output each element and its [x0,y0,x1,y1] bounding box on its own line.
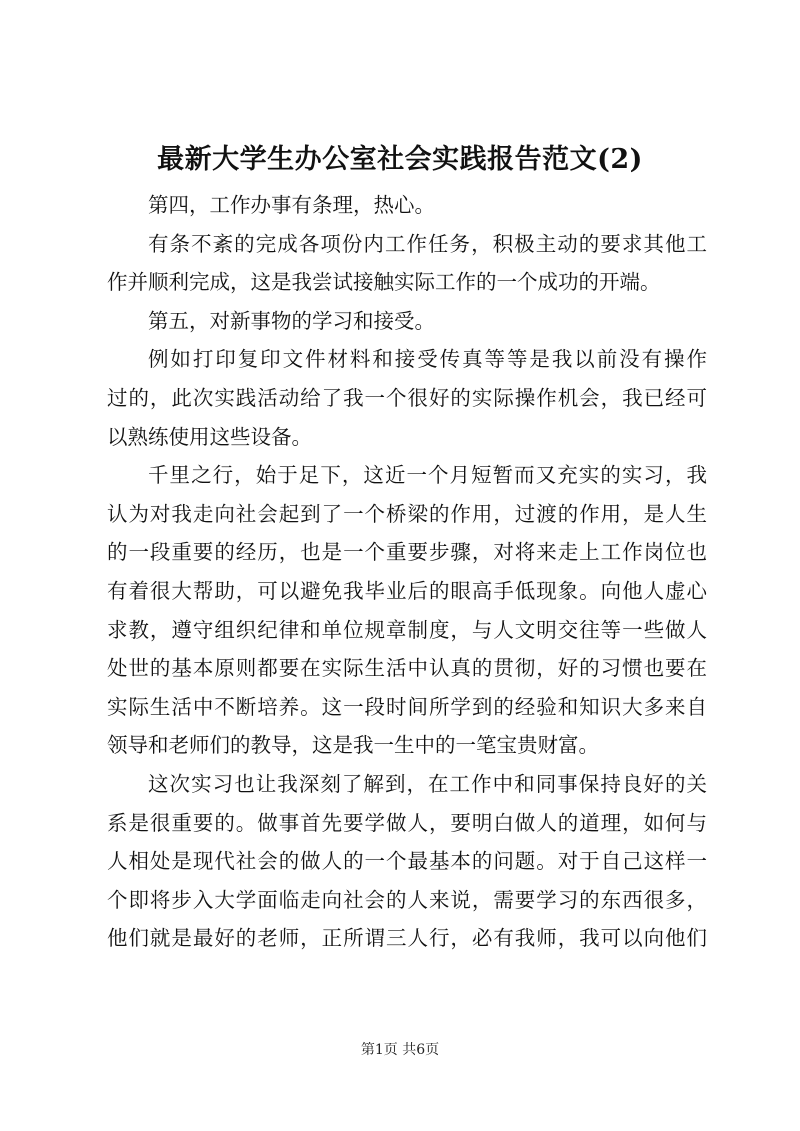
page-title: 最新大学生办公室社会实践报告范文(2) [157,144,643,175]
text-line: 第四，工作办事有条理，热心。 [148,193,435,217]
text-line: 千里之行，始于足下，这近一个月短暂而又充实的实习，我 [148,463,707,488]
text-line: 以熟练使用这些设备。 [107,424,312,449]
body-text [107,186,707,958]
text-line: 认为对我走向社会起到了一个桥梁的作用，过渡的作用，是人生 [107,501,707,526]
text-line: 例如打印复印文件材料和接受传真等等是我以前没有操作 [148,347,707,372]
text-line: 他们就是最好的老师，正所谓三人行，必有我师，我可以向他们 [107,926,707,951]
text-line: 系是很重要的。做事首先要学做人，要明白做人的道理，如何与 [107,810,707,835]
text-line: 人相处是现代社会的做人的一个最基本的问题。对于自己这样一 [107,849,707,874]
text-line: 的一段重要的经历，也是一个重要步骤，对将来走上工作岗位也 [107,540,707,565]
text-line: 个即将步入大学面临走向社会的人来说，需要学习的东西很多， [107,887,707,912]
text-line: 求教，遵守组织纪律和单位规章制度，与人文明交往等一些做人 [107,617,707,642]
text-line: 作并顺利完成，这是我尝试接触实际工作的一个成功的开端。 [107,270,661,295]
text-line: 这次实习也让我深刻了解到，在工作中和同事保持良好的关 [148,771,707,796]
text-line: 处世的基本原则都要在实际生活中认真的贯彻，好的习惯也要在 [107,656,707,681]
text-line: 有着很大帮助，可以避免我毕业后的眼高手低现象。向他人虚心 [107,578,707,603]
page-footer: 第1页 共6页 [360,1042,440,1058]
text-line: 有条不紊的完成各项份内工作任务，积极主动的要求其他工 [148,231,707,256]
text-line: 第五，对新事物的学习和接受。 [148,308,435,333]
text-line: 领导和老师们的教导，这是我一生中的一笔宝贵财富。 [107,733,599,758]
text-line: 过的，此次实践活动给了我一个很好的实际操作机会，我已经可 [107,385,707,410]
text-line: 实际生活中不断培养。这一段时间所学到的经验和知识大多来自 [107,694,707,719]
